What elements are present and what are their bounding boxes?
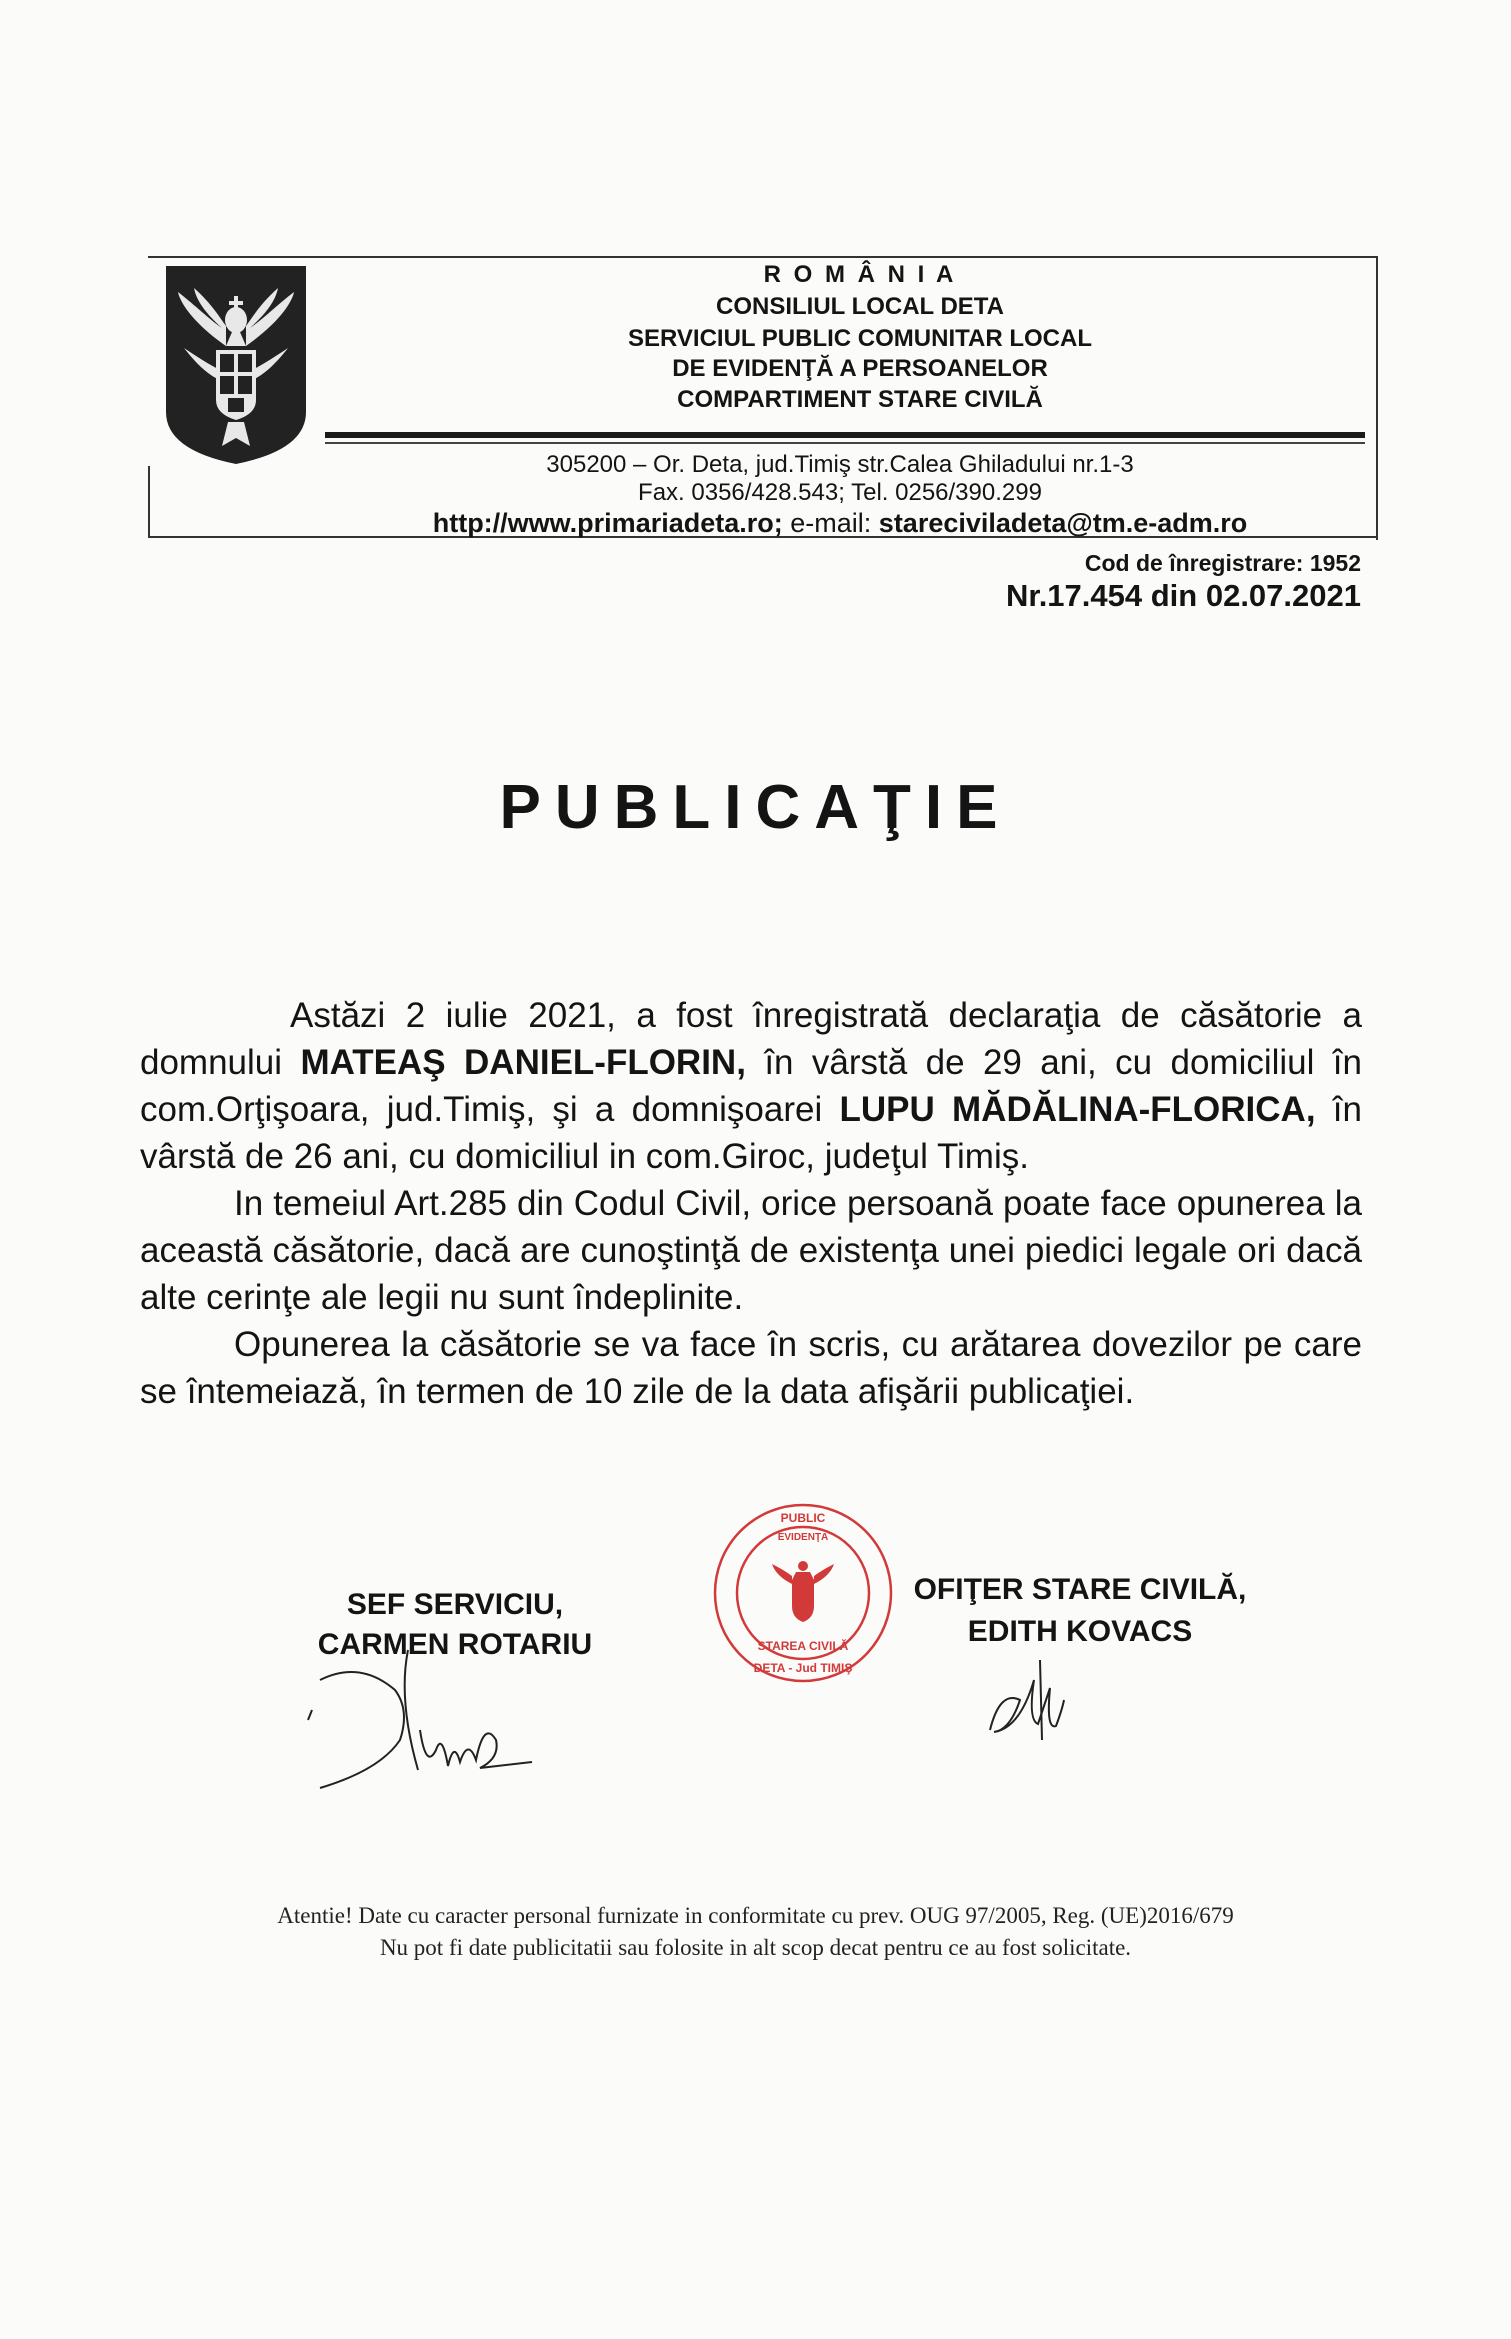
- svg-text:DETA - Jud TIMIŞ: DETA - Jud TIMIŞ: [753, 1661, 853, 1675]
- header-email-label: e-mail:: [790, 508, 872, 538]
- publication-body: [140, 992, 1362, 1415]
- header-country: R O M Â N I A: [763, 261, 957, 288]
- paragraph-declaration: [140, 992, 1362, 1180]
- right-signature-icon: [980, 1640, 1090, 1750]
- header-service-line2: DE EVIDENŢĂ A PERSOANELOR: [672, 355, 1048, 382]
- right-signatory-name: EDITH KOVACS: [967, 1615, 1193, 1648]
- paragraph-1-part-c: în vârstă de 26 ani, cu domiciliul in com.Giroc, judeţul Timiş.: [140, 1090, 1362, 1176]
- document-number: Nr.17.454 din 02.07.2021: [1005, 578, 1361, 613]
- bride-name: LUPU MĂDĂLINA-FLORICA,: [839, 1090, 1316, 1129]
- svg-text:STAREA CIVILĂ: STAREA CIVILĂ: [757, 1639, 849, 1653]
- page-title: PUBLICAŢIE: [499, 773, 1012, 842]
- paragraph-1-part-a: Astăzi 2 iulie 2021, a fost înregistrată declaraţia de căsătorie a domnului: [140, 996, 1362, 1082]
- svg-text:PUBLIC: PUBLIC: [780, 1511, 826, 1525]
- header-phone: Fax. 0356/428.543; Tel. 0256/390.299: [638, 479, 1042, 506]
- header-council: CONSILIUL LOCAL DETA: [716, 293, 1004, 320]
- coat-of-arms-icon: [162, 262, 310, 466]
- header-email-link[interactable]: stareciviladeta@tm.e-adm.ro: [878, 508, 1248, 538]
- right-signatory-role: OFIŢER STARE CIVILĂ,: [913, 1573, 1247, 1606]
- left-signatory-role: SEF SERVICIU,: [346, 1588, 564, 1621]
- left-signature-icon: [300, 1640, 600, 1800]
- paragraph-1-part-b: în vârstă de 29 ani, cu domiciliul în com.Orţişoara, jud.Timiş, şi a domnişoarei: [140, 1043, 1362, 1129]
- header-rule-thick: [325, 432, 1365, 438]
- paragraph-opposition: Opunerea la căsătorie se va face în scris, cu arătarea dovezilor pe care se întemeiază, în termen de 10 zile de la data afişării publicaţiei.: [140, 1325, 1362, 1411]
- svg-text:EVIDENŢA: EVIDENŢA: [777, 1532, 829, 1543]
- header-service-line1: SERVICIUL PUBLIC COMUNITAR LOCAL: [627, 325, 1092, 352]
- header-web-email: [340, 508, 1340, 538]
- left-signatory-name: CARMEN ROTARIU: [317, 1628, 593, 1661]
- registration-code: Cod de înregistrare: 1952: [1084, 550, 1361, 576]
- header-department: COMPARTIMENT STARE CIVILĂ: [677, 386, 1043, 413]
- header-address: 305200 – Or. Deta, jud.Timiş str.Calea Ghiladului nr.1-3: [546, 451, 1134, 478]
- footer-notice-line2: Nu pot fi date publicitatii sau folosite in alt scop decat pentru ce au fost solicitate.: [379, 1935, 1132, 1960]
- official-stamp-icon: [710, 1500, 896, 1686]
- footer-notice-line1: Atentie! Date cu caracter personal furnizate in conformitate cu prev. OUG 97/2005, Reg. (UE)2016/679: [277, 1903, 1234, 1928]
- groom-name: MATEAŞ DANIEL-FLORIN,: [300, 1043, 746, 1082]
- header-frame-left: [148, 466, 150, 538]
- header-rule-thin: [325, 442, 1365, 444]
- paragraph-legal-basis: In temeiul Art.285 din Codul Civil, orice persoană poate face opunerea la această căsătorie, dacă are cunoştinţă de existenţa unei piedici legale ori dacă alte cerinţe ale legii nu sunt îndeplinite.: [140, 1184, 1362, 1317]
- header-web-link[interactable]: http://www.primariadeta.ro;: [432, 508, 783, 538]
